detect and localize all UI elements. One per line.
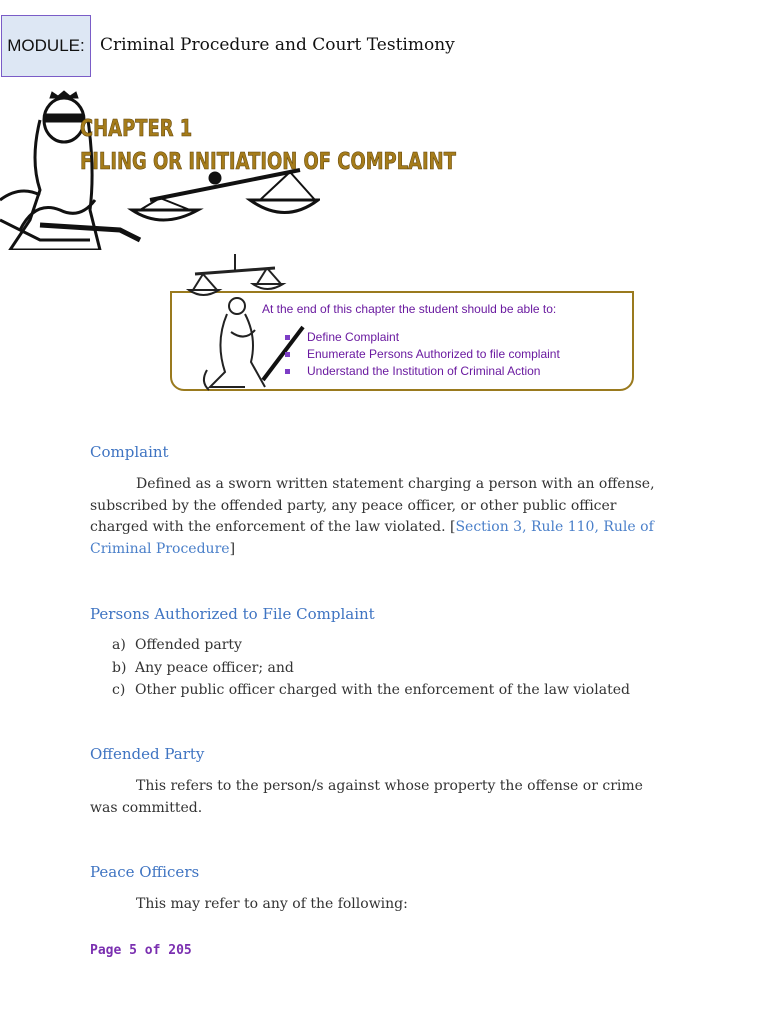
bullet-icon: [285, 335, 290, 340]
peace-officers-heading: Peace Officers: [90, 863, 200, 881]
page-number: Page 5 of 205: [90, 943, 192, 958]
complaint-heading: Complaint: [90, 443, 169, 461]
rule-reference: Section 3, Rule 110, Rule of Criminal Procedure: [90, 519, 654, 557]
persons-authorized-heading: Persons Authorized to File Complaint: [90, 605, 375, 623]
chapter-number: CHAPTER 1: [80, 116, 193, 142]
objective-item: Enumerate Persons Authorized to file complaint: [285, 346, 560, 363]
module-title: Criminal Procedure and Court Testimony: [100, 35, 455, 55]
peace-officers-intro: This may refer to any of the following:: [136, 896, 408, 912]
bullet-icon: [285, 352, 290, 357]
bullet-icon: [285, 369, 290, 374]
chapter-title: FILING OR INITIATION OF COMPLAINT: [80, 149, 456, 175]
objectives-list: [285, 329, 560, 380]
complaint-definition: Defined as a sworn written statement charging a person with an offense, subscribed by the offended party, any peace officer, or other public officer charged with the enforcement of the law violated. [Section 3, Rule 110, Rule of Criminal Procedure]: [90, 476, 655, 557]
list-item: b) Any peace officer; and: [112, 659, 294, 676]
offended-party-heading: Offended Party: [90, 745, 205, 763]
list-item: c) Other public officer charged with the enforcement of the law violated: [112, 682, 630, 698]
module-label-box: [1, 15, 91, 77]
list-item: a) Offended party: [112, 637, 242, 653]
objective-item: Understand the Institution of Criminal Action: [285, 363, 560, 380]
persons-authorized-list: [112, 634, 630, 702]
objectives-heading: At the end of this chapter the student should be able to:: [262, 302, 557, 316]
module-label: MODULE:: [7, 36, 85, 55]
offended-party-definition: This refers to the person/s against whose property the offense or crime was committed.: [90, 778, 643, 816]
objective-item: Define Complaint: [285, 329, 560, 346]
